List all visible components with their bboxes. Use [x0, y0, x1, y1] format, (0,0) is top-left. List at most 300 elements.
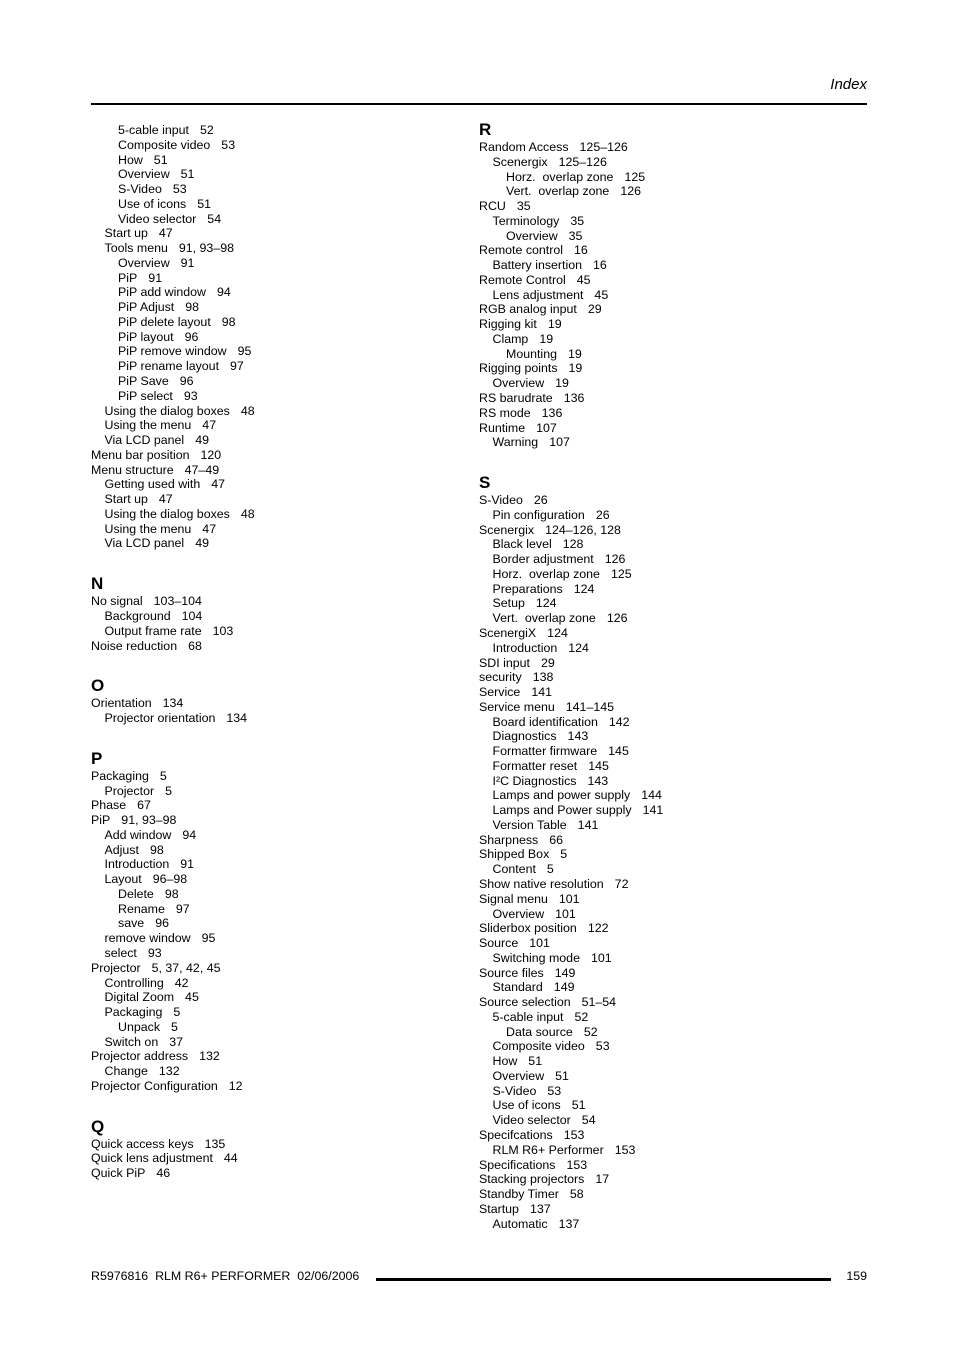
index-term: Warning — [492, 435, 539, 450]
index-term: Source — [479, 936, 519, 951]
index-page-ref: 51 — [197, 196, 211, 211]
index-term: Projector — [104, 783, 155, 798]
index-column-left — [91, 123, 451, 1181]
index-page-ref: 44 — [223, 1151, 238, 1166]
index-entry — [91, 492, 451, 507]
index-term: Layout — [104, 872, 142, 887]
index-page-ref: 58 — [569, 1187, 584, 1202]
index-entry — [479, 214, 869, 229]
index-entry — [91, 769, 451, 784]
index-term: Switching mode — [492, 950, 580, 965]
index-entry — [91, 1049, 451, 1064]
index-page-ref: 48 — [240, 506, 255, 521]
index-entry — [479, 921, 869, 936]
index-entry — [91, 507, 451, 522]
index-page-ref: 135 — [204, 1136, 226, 1151]
index-page-ref: 101 — [590, 950, 612, 965]
index-section-letter: S — [479, 473, 491, 493]
index-page-ref: 93 — [183, 388, 198, 403]
index-page-ref: 124 — [547, 625, 568, 640]
index-term: No signal — [91, 594, 143, 609]
index-page-ref: 16 — [593, 258, 607, 273]
index-entry — [479, 1172, 869, 1187]
index-entry — [91, 300, 451, 315]
index-term: Mounting — [506, 346, 557, 361]
index-term: S-Video — [492, 1083, 537, 1098]
index-term: Unpack — [118, 1019, 161, 1034]
index-page-ref: 51–54 — [581, 995, 617, 1010]
index-term: PiP remove window — [118, 344, 227, 359]
index-page-ref: 98 — [164, 886, 179, 901]
index-entry — [479, 376, 869, 391]
index-entry — [479, 302, 869, 317]
index-page-ref: 91, 93–98 — [121, 813, 177, 828]
index-entry — [91, 315, 451, 330]
index-page-ref: 136 — [563, 391, 585, 406]
index-page-ref: 47 — [202, 521, 217, 536]
index-page-ref: 95 — [201, 931, 216, 946]
index-page-ref: 104 — [181, 608, 203, 623]
index-page-ref: 29 — [540, 655, 555, 670]
index-entry — [91, 639, 451, 654]
index-term: Using the dialog boxes — [104, 403, 230, 418]
index-page-ref: 51 — [555, 1068, 569, 1083]
index-entry — [91, 813, 451, 828]
index-page-ref: 144 — [641, 788, 662, 803]
index-term: Projector address — [91, 1049, 189, 1064]
index-entry — [91, 212, 451, 227]
index-page-ref: 45 — [576, 272, 591, 287]
index-entry — [479, 1113, 869, 1128]
index-term: Specifications — [479, 1157, 556, 1172]
index-page-ref: 91 — [180, 255, 195, 270]
index-entry — [91, 1035, 451, 1050]
index-term: Change — [104, 1064, 148, 1079]
index-entry — [91, 1064, 451, 1079]
index-page-ref: 35 — [516, 199, 531, 214]
index-entry — [91, 1137, 451, 1152]
index-entry — [479, 788, 869, 803]
index-term: Controlling — [104, 975, 164, 990]
index-entry — [91, 330, 451, 345]
index-page-ref: 47–49 — [184, 462, 220, 477]
index-term: PiP delete layout — [118, 314, 211, 329]
index-entry — [479, 847, 869, 862]
index-entry — [479, 729, 869, 744]
index-page-ref: 149 — [554, 965, 576, 980]
index-page-ref: 141 — [642, 803, 664, 818]
index-term: Clamp — [492, 331, 529, 346]
index-term: Lamps and Power supply — [492, 803, 632, 818]
index-term: remove window — [104, 931, 191, 946]
index-page-ref: 47 — [211, 477, 226, 492]
index-entry — [479, 170, 869, 185]
index-term: Via LCD panel — [104, 433, 185, 448]
index-term: PiP — [91, 813, 111, 828]
index-page-ref: 125 — [624, 169, 646, 184]
index-page-ref: 142 — [608, 714, 630, 729]
index-term: security — [479, 670, 522, 685]
index-term: PiP layout — [118, 329, 174, 344]
index-page-ref: 96 — [184, 329, 199, 344]
index-page-ref: 19 — [568, 361, 583, 376]
index-page-ref: 101 — [529, 936, 550, 951]
index-term: save — [118, 916, 145, 931]
index-term: Standby Timer — [479, 1187, 559, 1202]
index-term: Background — [104, 608, 171, 623]
index-entry — [91, 522, 451, 537]
index-page-ref: 94 — [216, 285, 231, 300]
index-term: Random Access — [479, 140, 569, 154]
index-page-ref: 107 — [549, 435, 570, 450]
index-entry — [91, 153, 451, 168]
index-entry — [479, 936, 869, 951]
index-entry — [479, 966, 869, 981]
index-page-ref: 141–145 — [565, 699, 615, 714]
index-page-ref: 42 — [174, 975, 189, 990]
index-term: Remote control — [479, 243, 564, 258]
index-page-ref: 5 — [173, 1005, 181, 1020]
index-page-ref: 46 — [156, 1166, 171, 1181]
index-term: Signal menu — [479, 891, 548, 906]
index-term: Packaging — [91, 768, 149, 783]
index-page-ref: 98 — [221, 314, 236, 329]
index-page-ref: 126 — [606, 611, 628, 626]
index-entry — [479, 1143, 869, 1158]
index-entry — [91, 271, 451, 286]
index-term: Composite video — [492, 1039, 585, 1054]
index-page-ref: 141 — [577, 817, 599, 832]
page-number: 159 — [846, 1269, 867, 1283]
index-term: PiP rename layout — [118, 359, 220, 374]
index-term: Source selection — [479, 995, 571, 1010]
index-term: Overview — [118, 255, 170, 270]
index-term: Preparations — [492, 581, 563, 596]
index-entry — [91, 828, 451, 843]
index-entry — [91, 594, 451, 609]
index-term: Vert. overlap zone — [492, 611, 596, 626]
index-page-ref: 97 — [230, 359, 244, 374]
index-page-ref: 120 — [200, 447, 222, 462]
index-term: Switch on — [104, 1034, 159, 1049]
index-page-ref: 98 — [149, 842, 164, 857]
index-term: Terminology — [492, 213, 560, 228]
index-entry — [479, 626, 869, 641]
index-page-ref: 53 — [547, 1083, 562, 1098]
index-term: Video selector — [118, 211, 197, 226]
index-entry — [479, 803, 869, 818]
index-entry — [91, 404, 451, 419]
index-term: ScenergiX — [479, 625, 537, 640]
index-entry — [91, 536, 451, 551]
index-page-ref: 5, 37, 42, 45 — [151, 960, 221, 975]
index-page-ref: 101 — [558, 891, 580, 906]
index-page-ref: 153 — [614, 1142, 636, 1157]
index-term: Overview — [118, 167, 170, 182]
index-term: Remote Control — [479, 272, 566, 287]
index-page-ref: 16 — [574, 243, 588, 258]
index-term: Using the menu — [104, 521, 192, 536]
index-term: Lens adjustment — [492, 287, 584, 302]
index-page-ref: 124 — [568, 640, 589, 655]
index-page-ref: 103–104 — [153, 594, 202, 609]
index-entry — [91, 857, 451, 872]
index-page-ref: 45 — [185, 990, 199, 1005]
index-page-ref: 52 — [583, 1024, 598, 1039]
index-entry — [479, 582, 869, 597]
index-term: Diagnostics — [492, 729, 557, 744]
index-entry — [91, 1166, 451, 1181]
index-page-ref: 95 — [237, 344, 252, 359]
index-page-ref: 125 — [610, 566, 632, 581]
index-entry — [91, 448, 451, 463]
index-term: Quick lens adjustment — [91, 1151, 213, 1166]
index-page-ref: 101 — [555, 906, 576, 921]
index-term: Composite video — [118, 137, 211, 152]
index-entry — [479, 892, 869, 907]
index-page-ref: 5 — [165, 783, 172, 798]
index-entry — [479, 140, 869, 155]
index-term: Overview — [492, 1068, 545, 1083]
index-page-ref: 91 — [180, 857, 195, 872]
index-term: RGB analog input — [479, 302, 577, 317]
index-entry — [479, 508, 869, 523]
index-term: Overview — [492, 376, 545, 391]
index-entry — [91, 1079, 451, 1094]
index-page-ref: 53 — [221, 137, 236, 152]
index-page-ref: 97 — [175, 901, 190, 916]
index-term: Projector Configuration — [91, 1078, 218, 1093]
index-page-ref: 124 — [573, 581, 595, 596]
index-term: Scenergix — [479, 522, 535, 537]
index-entry — [479, 818, 869, 833]
index-page-ref: 132 — [199, 1049, 220, 1064]
index-page-ref: 17 — [595, 1172, 610, 1187]
index-section-letter: N — [91, 574, 104, 594]
index-page-ref: 52 — [574, 1009, 589, 1024]
index-entry — [91, 902, 451, 917]
index-page-ref: 47 — [202, 418, 217, 433]
index-term: RLM R6+ Performer — [492, 1142, 604, 1157]
index-term: PiP Adjust — [118, 300, 175, 315]
index-page-ref: 149 — [553, 980, 575, 995]
index-term: Overview — [506, 228, 558, 243]
index-entry — [91, 711, 451, 726]
index-entry — [479, 1084, 869, 1099]
index-page-ref: 134 — [226, 711, 248, 726]
index-entry — [479, 258, 869, 273]
index-term: Sliderbox position — [479, 921, 577, 936]
index-term: PiP — [118, 270, 138, 285]
index-entry — [91, 843, 451, 858]
index-entry — [479, 184, 869, 199]
index-term: Rename — [118, 901, 165, 916]
index-term: How — [492, 1054, 518, 1069]
index-page-ref: 26 — [533, 493, 548, 508]
index-entry — [91, 887, 451, 902]
index-page-ref: 47 — [158, 492, 173, 507]
index-page-ref: 19 — [539, 331, 554, 346]
index-column-right — [479, 120, 869, 1231]
index-term: Using the menu — [104, 418, 192, 433]
index-entry — [91, 241, 451, 256]
index-term: S-Video — [479, 493, 523, 508]
index-term: select — [104, 945, 137, 960]
index-term: Adjust — [104, 842, 139, 857]
index-page-ref: 96 — [155, 916, 169, 931]
index-term: Content — [492, 862, 536, 877]
index-page-ref: 67 — [137, 798, 151, 813]
index-term: Menu structure — [91, 462, 174, 477]
index-entry — [91, 624, 451, 639]
index-entry — [479, 552, 869, 567]
index-entry — [479, 317, 869, 332]
index-page-ref: 138 — [532, 670, 554, 685]
index-entry — [91, 990, 451, 1005]
index-page-ref: 5 — [171, 1019, 178, 1034]
index-entry — [479, 1054, 869, 1069]
index-term: Pin configuration — [492, 507, 585, 522]
index-term: Getting used with — [104, 477, 201, 492]
index-page-ref: 94 — [182, 827, 197, 842]
index-page-ref: 19 — [555, 376, 569, 391]
index-section-letter: Q — [91, 1116, 105, 1136]
index-term: RCU — [479, 199, 506, 214]
index-page-ref: 45 — [594, 287, 609, 302]
index-page-ref: 124 — [535, 596, 557, 611]
index-page-ref: 51 — [153, 152, 168, 167]
index-section-letter: O — [91, 676, 105, 696]
index-entry — [479, 1010, 869, 1025]
index-entry — [91, 798, 451, 813]
index-page-ref: 48 — [240, 403, 255, 418]
index-entry — [479, 670, 869, 685]
index-entry — [479, 1158, 869, 1173]
index-entry — [479, 1098, 869, 1113]
index-term: Board identification — [492, 714, 598, 729]
index-page-ref: 51 — [528, 1054, 543, 1069]
footer-document-info: R5976816 RLM R6+ PERFORMER 02/06/2006 — [91, 1269, 360, 1283]
index-page-ref: 54 — [581, 1113, 596, 1128]
index-entry — [479, 700, 869, 715]
index-page-ref: 35 — [570, 213, 585, 228]
index-term: Scenergix — [492, 154, 548, 169]
index-entry — [91, 463, 451, 478]
index-entry — [91, 916, 451, 931]
index-entry — [479, 332, 869, 347]
index-page-ref: 126 — [604, 552, 626, 567]
index-entry — [91, 138, 451, 153]
index-entry — [479, 361, 869, 376]
index-entry — [479, 155, 869, 170]
index-entry — [479, 391, 869, 406]
index-page-ref: 5 — [560, 847, 568, 862]
index-entry — [91, 285, 451, 300]
index-term: Rigging kit — [479, 317, 537, 332]
index-entry — [479, 435, 869, 450]
index-term: Standard — [492, 980, 543, 995]
index-page-ref: 145 — [588, 758, 609, 773]
index-term: Use of icons — [118, 196, 187, 211]
index-entry — [91, 1151, 451, 1166]
index-entry — [91, 344, 451, 359]
index-entry — [91, 784, 451, 799]
index-term: Video selector — [492, 1113, 571, 1128]
index-entry — [479, 273, 869, 288]
index-term: Formatter reset — [492, 758, 578, 773]
index-term: Lamps and power supply — [492, 788, 631, 803]
index-term: Packaging — [104, 1005, 163, 1020]
index-entry — [479, 537, 869, 552]
index-entry — [91, 433, 451, 448]
index-page-ref: 128 — [562, 537, 584, 552]
index-page-ref: 29 — [587, 302, 602, 317]
index-term: Source files — [479, 965, 544, 980]
index-page-ref: 125–126 — [558, 154, 607, 169]
index-entry — [479, 774, 869, 789]
index-term: Automatic — [492, 1216, 548, 1231]
index-page-ref: 53 — [595, 1039, 610, 1054]
index-page-ref: 91, 93–98 — [178, 241, 234, 256]
index-entry — [479, 877, 869, 892]
index-term: Border adjustment — [492, 552, 594, 567]
index-term: Sharpness — [479, 832, 539, 847]
index-entry — [91, 374, 451, 389]
index-entry — [479, 347, 869, 362]
index-page-ref: 132 — [158, 1064, 180, 1079]
index-page-ref: 35 — [568, 228, 583, 243]
index-term: Orientation — [91, 696, 152, 711]
index-term: Digital Zoom — [104, 990, 175, 1005]
index-term: SDI input — [479, 655, 530, 670]
index-term: Use of icons — [492, 1098, 561, 1113]
index-entry — [479, 995, 869, 1010]
index-entry — [91, 1020, 451, 1035]
index-term: Projector orientation — [104, 711, 216, 726]
index-entry — [91, 872, 451, 887]
index-term: Noise reduction — [91, 638, 178, 653]
index-page-ref: 125–126 — [579, 140, 628, 154]
index-term: Using the dialog boxes — [104, 506, 230, 521]
index-entry — [91, 226, 451, 241]
index-page-ref: 134 — [162, 696, 184, 711]
footer-rule — [376, 1278, 831, 1281]
index-page-ref: 126 — [620, 184, 642, 199]
index-page-ref: 137 — [529, 1201, 551, 1216]
index-term: Service menu — [479, 699, 555, 714]
index-entry — [479, 980, 869, 995]
index-page-ref: 122 — [587, 921, 609, 936]
index-term: RS barudrate — [479, 391, 553, 406]
index-entry — [91, 359, 451, 374]
index-term: Vert. overlap zone — [506, 184, 610, 199]
index-entry — [479, 243, 869, 258]
index-term: Phase — [91, 798, 127, 813]
index-entry — [479, 1069, 869, 1084]
index-page-ref: 66 — [549, 832, 564, 847]
index-term: Show native resolution — [479, 876, 604, 891]
index-page-ref: 124–126, 128 — [545, 522, 621, 537]
index-term: Black level — [492, 537, 552, 552]
index-term: Overview — [492, 906, 545, 921]
index-entry — [91, 389, 451, 404]
index-entry — [479, 951, 869, 966]
index-entry — [91, 961, 451, 976]
index-term: Add window — [104, 827, 172, 842]
index-entry — [479, 1202, 869, 1217]
index-term: Menu bar position — [91, 447, 190, 462]
index-entry — [479, 199, 869, 214]
